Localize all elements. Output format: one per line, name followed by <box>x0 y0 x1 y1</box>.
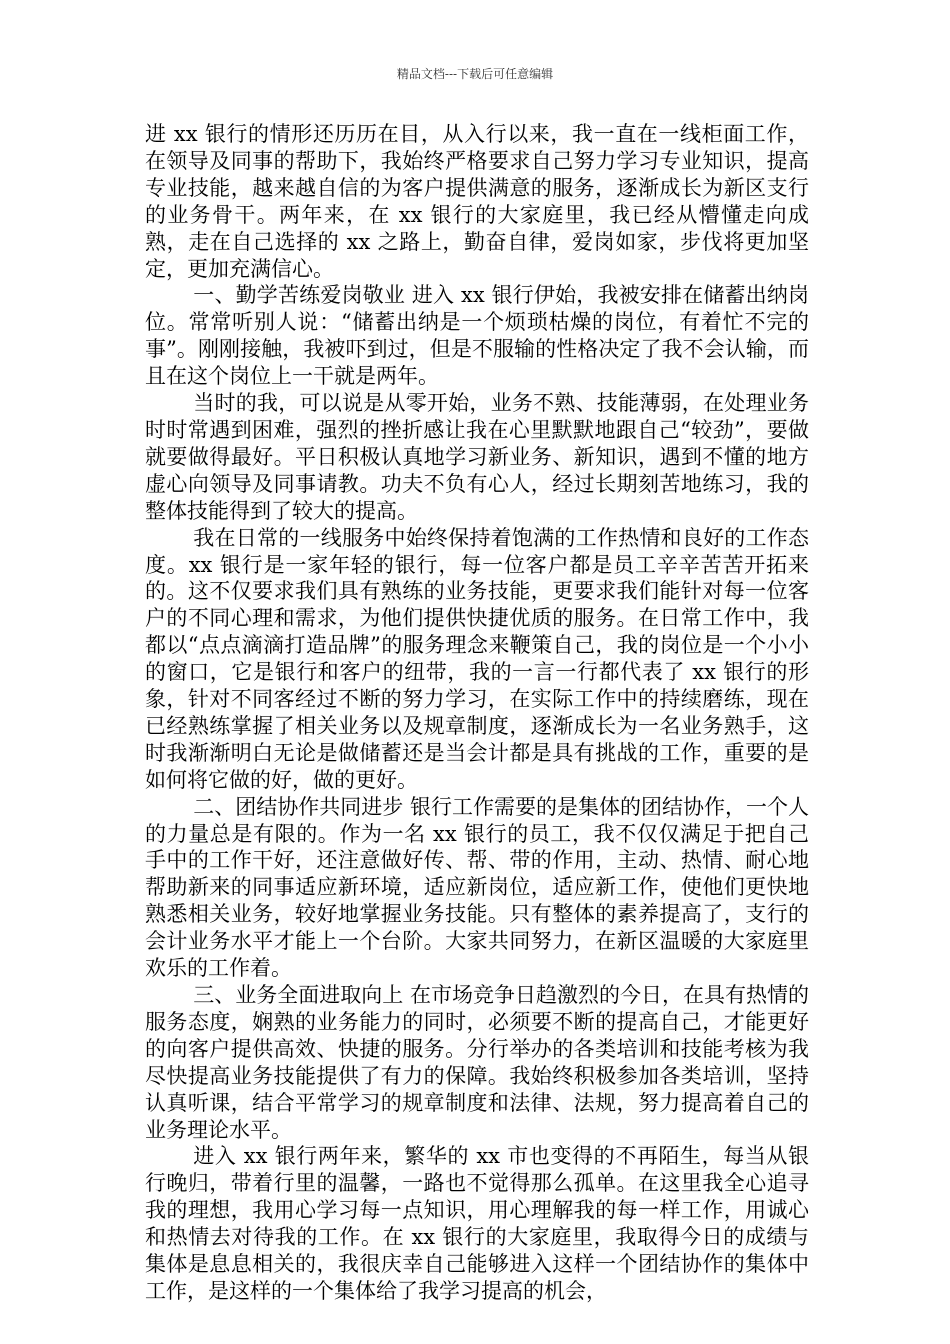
paragraph-early-days: 当时的我，可以说是从零开始，业务不熟、技能薄弱，在处理业务时时常遇到困难，强烈的挫折感让我在心里默默地跟自己“较劲”，要做就要做得最好。平日积极认真地学习新业务、新知识，遇到不懂的地方虚心向领导及同事请教。功夫不负有心人，经过长期刻苦地练习，我的整体技能得到了较大的提高。 <box>145 391 809 523</box>
paragraph-section-two: 二、团结协作共同进步 银行工作需要的是集体的团结协作，一个人的力量总是有限的。作为一名 xx 银行的员工，我不仅仅满足于把自己手中的工作干好，还注意做好传、帮、带的作用，主动、热情、耐心地帮助新来的同事适应新环境，适应新岗位，适应新工作，使他们更快地熟悉相关业务，较好地掌握业务技能。只有整体的素养提高了，支行的会计业务水平才能上一个台阶。大家共同努力，在新区温暖的大家庭里欢乐的工作着。 <box>145 794 809 981</box>
document-body <box>145 121 809 1305</box>
paragraph-intro: 进 xx 银行的情形还历历在目，从入行以来，我一直在一线柜面工作，在领导及同事的帮助下，我始终严格要求自己努力学习专业知识，提高专业技能，越来越自信的为客户提供满意的服务，逐渐成长为新区支行的业务骨干。两年来，在 xx 银行的大家庭里，我已经从懵懂走向成熟，走在自己选择的 xx 之路上，勤奋自律，爱岗如家，步伐将更加坚定，更加充满信心。 <box>145 122 809 281</box>
paragraph-section-three: 三、业务全面进取向上 在市场竞争日趋激烈的今日，在具有热情的服务态度，娴熟的业务能力的同时，必须要不断的提高自己，才能更好的向客户提供高效、快捷的服务。分行举办的各类培训和技能考核为我尽快提高业务技能提供了有力的保障。我始终积极参加各类培训，坚持认真听课，结合平常学习的规章制度和法律、法规，努力提高着自己的业务理论水平。 <box>145 983 809 1142</box>
paragraph-service-attitude: 我在日常的一线服务中始终保持着饱满的工作热情和良好的工作态度。xx 银行是一家年轻的银行，每一位客户都是员工辛辛苦苦开拓来的。这不仅要求我们具有熟练的业务技能，更要求我们能针对每一位客户的不同心理和需求，为他们提供快捷优质的服务。在日常工作中，我都以“点点滴滴打造品牌”的服务理念来鞭策自己，我的岗位是一个小小的窗口，它是银行和客户的纽带，我的一言一行都代表了 xx 银行的形象，针对不同客经过不断的努力学习，在实际工作中的持续磨练，现在已经熟练掌握了相关业务以及规章制度，逐渐成长为一名业务熟手，这时我渐渐明白无论是做储蓄还是当会计都是具有挑战的工作，重要的是如何将它做的好，做的更好。 <box>145 525 809 792</box>
paragraph-closing: 进入 xx 银行两年来，繁华的 xx 市也变得的不再陌生，每当从银行晚归，带着行里的温馨，一路也不觉得那么孤单。在这里我全心追寻我的理想，我用心学习每一点知识，用心理解我的每一样工作，用诚心和热情去对待我的工作。在 xx 银行的大家庭里，我取得今日的成绩与集体是息息相关的，我很庆幸自己能够进入这样一个团结协作的集体中工作，是这样的一个集体给了我学习提高的机会， <box>145 1144 809 1303</box>
page-header: 精品文档---下载后可任意编辑 <box>396 67 554 81</box>
paragraph-section-one: 一、勤学苦练爱岗敬业 进入 xx 银行伊始，我被安排在储蓄出纳岗位。常常听别人说：“储蓄出纳是一个烦琐枯燥的岗位，有着忙不完的事”。刚刚接触，我被吓到过，但是不服输的性格决定了我不会认输，而且在这个岗位上一干就是两年。 <box>145 283 809 389</box>
